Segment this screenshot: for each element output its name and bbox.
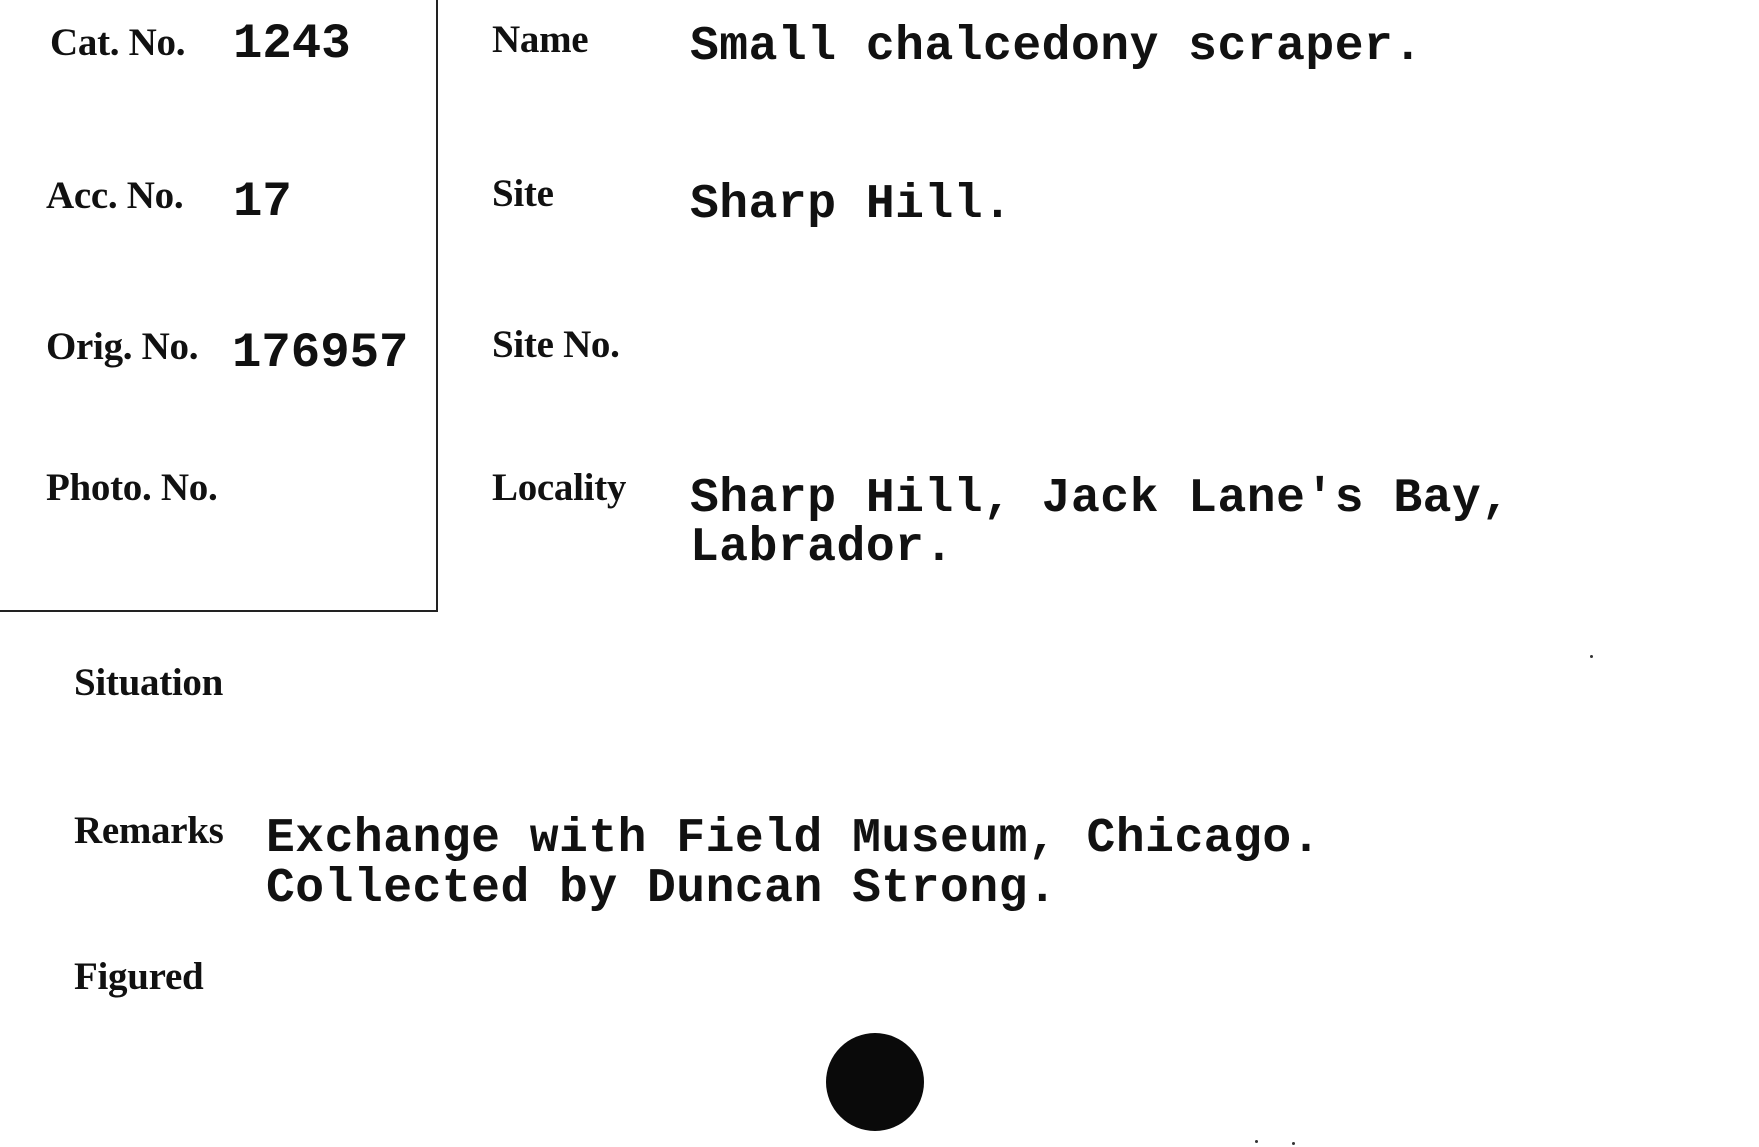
site-value: Sharp Hill. [690,178,1013,232]
speck-2 [1255,1140,1258,1143]
orig-no-value: 176957 [232,325,409,381]
name-label: Name [492,18,589,61]
remarks-label: Remarks [74,809,224,852]
figured-label: Figured [74,955,204,998]
speck-3 [1292,1142,1295,1145]
punch-hole [826,1033,924,1131]
remarks-line-2: Collected by Duncan Strong. [266,862,1058,916]
photo-no-label: Photo. No. [46,466,218,509]
acc-no-label: Acc. No. [46,174,184,217]
locality-label: Locality [492,466,627,509]
locality-line-2: Labrador. [690,521,954,575]
site-no-label: Site No. [492,323,620,366]
site-label: Site [492,172,554,215]
cat-no-value: 1243 [233,16,351,72]
locality-line-1: Sharp Hill, Jack Lane's Bay, [690,472,1511,526]
speck-1 [1590,655,1593,658]
situation-label: Situation [74,661,224,704]
orig-no-label: Orig. No. [46,325,199,368]
cat-no-label: Cat. No. [50,21,186,64]
id-box [0,0,438,612]
acc-no-value: 17 [233,174,292,230]
name-value: Small chalcedony scraper. [690,20,1423,74]
remarks-line-1: Exchange with Field Museum, Chicago. [266,812,1321,866]
